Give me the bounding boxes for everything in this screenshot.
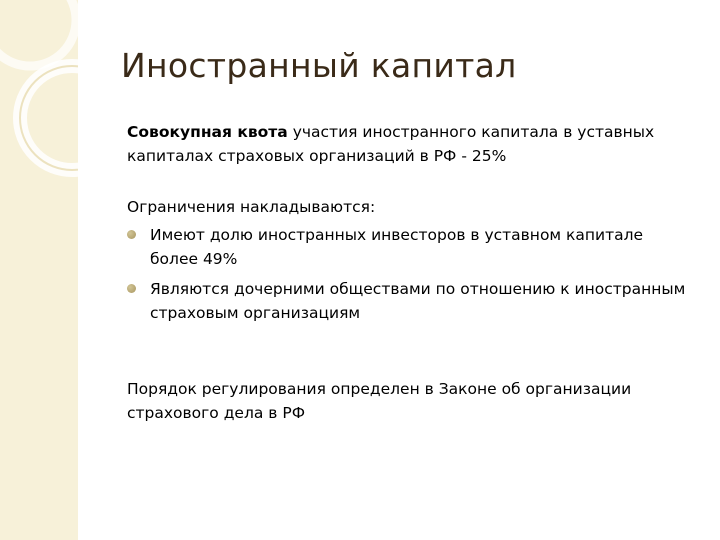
list-item-text: Являются дочерними обществами по отношению к иностранным страховым организациям (150, 280, 686, 322)
quota-term: Совокупная квота (127, 123, 288, 141)
list-item (127, 277, 687, 325)
list-item-text: Имеют долю иностранных инвесторов в уставном капитале более 49% (150, 226, 644, 268)
restrictions-list (127, 223, 687, 325)
regulation-paragraph: Порядок регулирования определен в Законе об организации страхового дела в РФ (127, 380, 632, 422)
round-bullet-icon (127, 284, 136, 293)
ring-decoration (0, 0, 78, 540)
quota-text: участия иностранного капитала в уставных капиталах страховых организаций в РФ - 25% (127, 123, 655, 165)
quota-paragraph (127, 120, 687, 168)
slide-title: Иностранный капитал (121, 46, 517, 85)
side-decoration-band (0, 0, 78, 540)
slide-content (127, 120, 687, 425)
round-bullet-icon (127, 230, 136, 239)
list-item (127, 223, 687, 271)
restrictions-heading: Ограничения накладываются: (127, 198, 376, 216)
